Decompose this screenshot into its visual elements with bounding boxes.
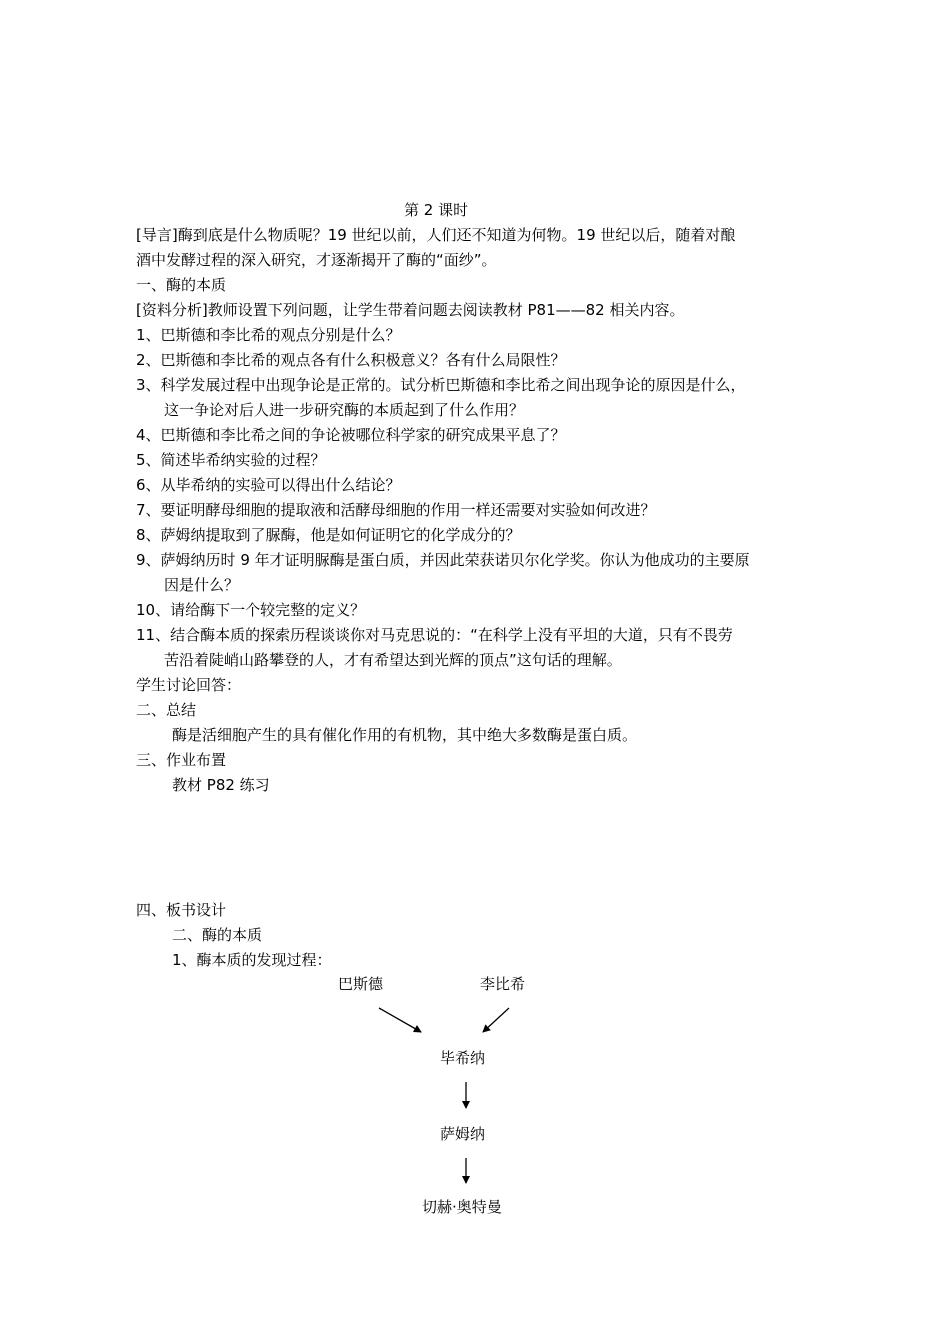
question-number: 11、 [136,626,171,644]
question-text: 简述毕希纳实验的过程？ [160,451,326,469]
question-number: 9、 [136,551,161,569]
question-10 [136,600,365,620]
question-9 [136,550,750,570]
section-heading-essence: 一、酶的本质 [136,276,227,294]
question-2 [136,350,566,370]
intro-line-2: 酒中发酵过程的深入研究，才逐渐揭开了酶的“面纱”。 [136,251,497,269]
question-number: 1、 [136,326,161,344]
question-3 [136,375,746,395]
intro-line-1: [导言]酶到底是什么物质呢？19 世纪以前，人们还不知道为何物。19 世纪以后，随着对酿 [136,226,736,244]
question-text: 请给酶下一个较完整的定义？ [170,601,366,619]
flow-node-liebig: 李比希 [480,975,526,993]
question-6 [136,475,401,495]
question-5 [136,450,326,470]
analysis-line: [资料分析]教师设置下列问题，让学生带着问题去阅读教材 P81——82 相关内容。 [136,301,685,319]
section-heading-summary: 二、总结 [136,701,197,719]
section-heading-homework: 三、作业布置 [136,751,227,769]
question-text: 要证明酵母细胞的提取液和活酵母细胞的作用一样还需要对实验如何改进？ [160,501,656,519]
question-number: 2、 [136,351,161,369]
flow-node-cech-altman: 切赫·奥特曼 [422,1198,502,1216]
question-text: 巴斯德和李比希的观点分别是什么？ [160,326,401,344]
summary-text: 酶是活细胞产生的具有催化作用的有机物，其中绝大多数酶是蛋白质。 [172,726,638,744]
section-heading-board-design: 四、板书设计 [136,901,227,919]
question-1 [136,325,401,345]
question-7 [136,500,656,520]
flow-node-pasteur: 巴斯德 [338,975,384,993]
question-text: 结合酶本质的探索历程谈谈你对马克思说的：“在科学上没有平坦的大道，只有不畏劳 [170,626,733,644]
question-number: 10、 [136,601,171,619]
question-4 [136,425,566,445]
question-11 [136,625,733,645]
question-text: 巴斯德和李比希的观点各有什么积极意义？各有什么局限性？ [160,351,566,369]
question-number: 5、 [136,451,161,469]
arrow-pasteur-to-buchner [379,1008,421,1032]
page-title: 第 2 课时 [404,201,469,219]
question-text: 科学发展过程中出现争论是正常的。试分析巴斯德和李比希之间出现争论的原因是什么， [160,376,746,394]
question-3-continuation: 这一争论对后人进一步研究酶的本质起到了什么作用？ [164,401,525,419]
question-number: 8、 [136,526,161,544]
flow-node-buchner: 毕希纳 [440,1049,486,1067]
question-number: 6、 [136,476,161,494]
question-text: 从毕希纳的实验可以得出什么结论？ [160,476,401,494]
question-text: 巴斯德和李比希之间的争论被哪位科学家的研究成果平息了？ [160,426,566,444]
question-9-continuation: 因是什么？ [164,576,240,594]
question-text: 萨姆纳历时 9 年才证明脲酶是蛋白质，并因此荣获诺贝尔化学奖。你认为他成功的主要原 [160,551,750,569]
flow-node-sumner: 萨姆纳 [440,1125,486,1143]
question-number: 4、 [136,426,161,444]
question-8 [136,525,521,545]
homework-text: 教材 P82 练习 [172,776,270,794]
board-item: 1、酶本质的发现过程： [172,951,332,969]
discussion-line: 学生讨论回答： [136,676,242,694]
question-number: 7、 [136,501,161,519]
question-11-continuation: 苦沿着陡峭山路攀登的人，才有希望达到光辉的顶点”这句话的理解。 [164,651,622,669]
question-number: 3、 [136,376,161,394]
arrow-liebig-to-buchner [483,1008,509,1032]
question-text: 萨姆纳提取到了脲酶，他是如何证明它的化学成分的？ [160,526,521,544]
board-sub-heading: 二、酶的本质 [172,926,263,944]
